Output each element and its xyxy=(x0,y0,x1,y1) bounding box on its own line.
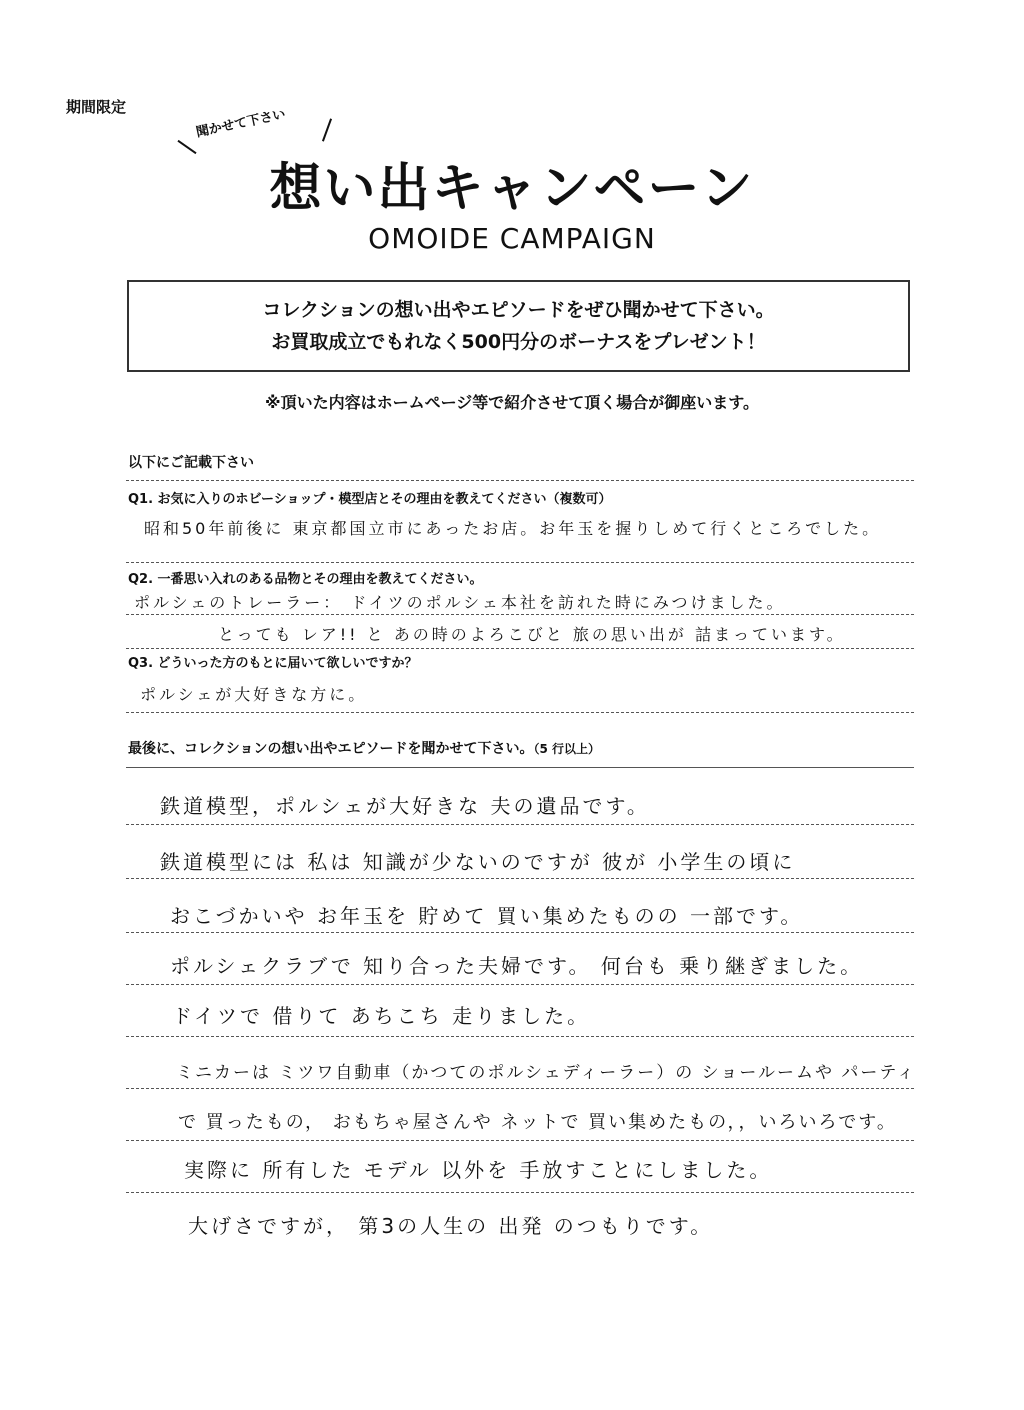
q3-answer[interactable]: ポルシェが大好きな方に。 xyxy=(140,685,368,704)
divider xyxy=(126,767,914,768)
campaign-subtitle: OMOIDE CAMPAIGN xyxy=(368,222,656,255)
promo-line-2: お買取成立でもれなく500円分のボーナスをプレゼント！ xyxy=(271,331,766,353)
divider xyxy=(126,984,914,985)
episode-line-2[interactable]: 鉄道模型には 私は 知識が少ないのですが 彼が 小学生の頃に xyxy=(160,850,796,874)
divider xyxy=(126,878,914,879)
divider xyxy=(126,648,914,649)
promo-box xyxy=(127,280,910,372)
divider xyxy=(126,480,914,481)
form-instruction: 以下にご記載下さい xyxy=(128,455,254,471)
kicker-text: 聞かせて下さい xyxy=(194,106,287,141)
episode-line-5[interactable]: ドイツで 借りて あちこち 走りました。 xyxy=(172,1004,591,1028)
final-section-heading xyxy=(128,738,600,758)
episode-line-3[interactable]: おこづかいや お年玉を 貯めて 買い集めたものの 一部です。 xyxy=(170,904,804,928)
final-label-suffix: （5 行以上） xyxy=(533,742,600,756)
episode-line-7[interactable]: で 買ったもの， おもちゃ屋さんや ネットで 買い集めたもの，，いろいろです。 xyxy=(178,1112,897,1133)
campaign-title: 想い出キャンペーン xyxy=(269,159,755,219)
q1-label: Q1. お気に入りのホビーショップ・模型店とその理由を教えてください（複数可） xyxy=(128,492,612,507)
episode-line-1[interactable]: 鉄道模型，ポルシェが大好きな 夫の遺品です。 xyxy=(160,794,650,818)
episode-line-8[interactable]: 実際に 所有した モデル 以外を 手放すことにしました。 xyxy=(184,1158,773,1182)
q2-answer-line-1[interactable]: ポルシェのトレーラー： ドイツのポルシェ本社を訪れた時にみつけました。 xyxy=(134,593,786,612)
divider xyxy=(126,562,914,563)
limited-time-tag: 期間限定 xyxy=(66,98,127,116)
episode-line-4[interactable]: ポルシェクラブで 知り合った夫婦です。 何台も 乗り継ぎました。 xyxy=(170,954,864,978)
final-label: 最後に、コレクションの想い出やエピソードを聞かせて下さい。 xyxy=(128,741,534,757)
q1-answer[interactable]: 昭和50年前後に 東京都国立市にあったお店。お年玉を握りしめて行くところでした。 xyxy=(144,519,882,538)
promo-line-1: コレクションの想い出やエピソードをぜひ聞かせて下さい。 xyxy=(262,299,775,321)
q2-answer-line-2[interactable]: とっても レア!! と あの時のよろこびと 旅の思い出が 詰まっています。 xyxy=(218,625,846,644)
episode-line-6[interactable]: ミニカーは ミツワ自動車（かつてのポルシェディーラー）の ショールームや パーティ xyxy=(176,1063,917,1083)
divider xyxy=(126,1192,914,1193)
divider xyxy=(126,932,914,933)
q2-label: Q2. 一番思い入れのある品物とその理由を教えてください。 xyxy=(128,572,483,587)
divider xyxy=(126,1088,914,1089)
divider xyxy=(126,1036,914,1037)
q3-label: Q3. どういった方のもとに届いて欲しいですか？ xyxy=(128,656,418,671)
kicker-slash-right xyxy=(322,118,332,141)
divider xyxy=(126,1140,914,1141)
divider xyxy=(126,614,914,615)
disclaimer-note: ※頂いた内容はホームページ等で紹介させて頂く場合が御座います。 xyxy=(265,393,759,412)
divider xyxy=(126,712,914,713)
divider xyxy=(126,824,914,825)
episode-line-9[interactable]: 大げさですが， 第3の人生の 出発 のつもりです。 xyxy=(188,1214,714,1238)
